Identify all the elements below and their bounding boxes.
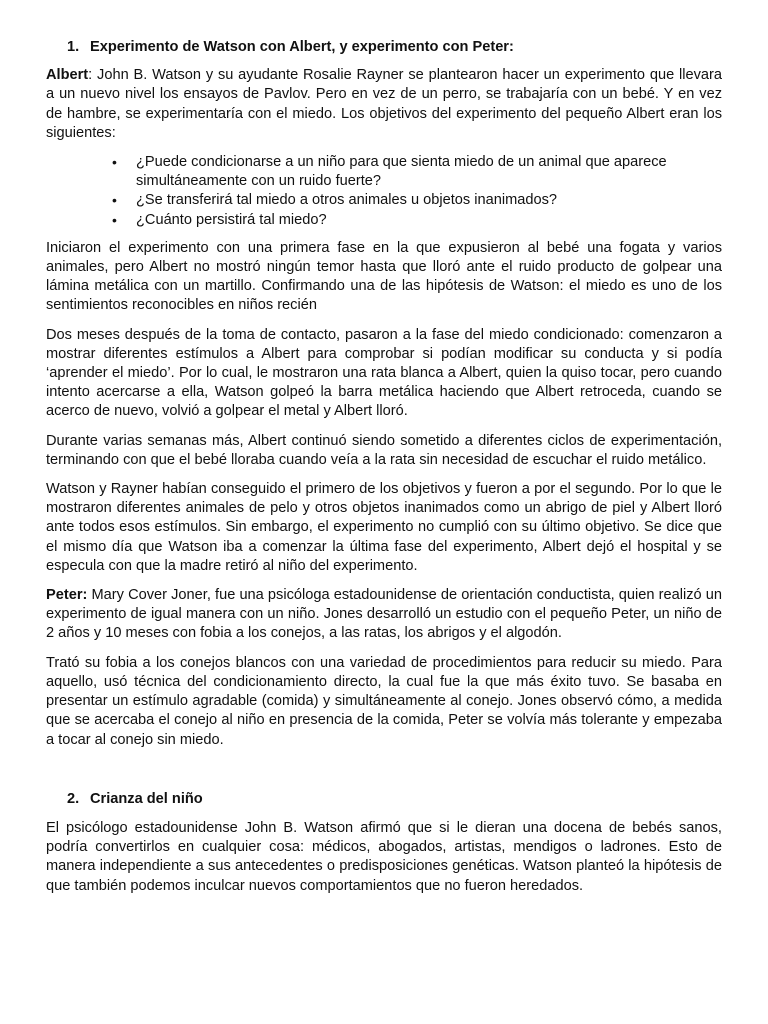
section-1-heading <box>46 38 722 57</box>
objectives-list <box>46 153 722 230</box>
section-spacer <box>46 760 722 790</box>
body-paragraph: Durante varias semanas más, Albert continuó siendo sometido a diferentes ciclos de experimentación, terminando con que el bebé lloraba cuando veía a la rata sin necesidad de escuchar el ruido metálico. <box>46 432 722 468</box>
section-2-number: 2. <box>67 790 80 807</box>
body-paragraph: Dos meses después de la toma de contacto, pasaron a la fase del miedo condicionado: comenzaron a mostrar diferentes estímulos a Albert para comprobar si podían modificar su conducta y si podía ‘aprender el miedo’. Por lo cual, le mostraron una rata blanca a Albert, quien la quiso tocar, pero cuando intento acercarse a ella, Watson golpeó la barra metálica haciendo que Albert retroceda, cuando se acerco de nuevo, volvió a golpear el metal y Albert lloró. <box>46 326 722 420</box>
section-2-heading <box>46 790 722 809</box>
albert-text: : John B. Watson y su ayudante Rosalie Rayner se plantearon hacer un experimento que llevara a un nuevo nivel los ensayos de Pavlov. Pero en vez de un perro, se trabajaría con un bebé. Y en vez de hambre, se experimentaría con el miedo. Los objetivos del experimento del pequeño Albert eran los siguientes: <box>46 67 722 141</box>
section-1-number: 1. <box>67 39 80 55</box>
objective-item: • ¿Se transferirá tal miedo a otros animales u objetos inanimados? <box>112 191 722 210</box>
section-1-title: Experimento de Watson con Albert, y experimento con Peter: <box>90 39 514 55</box>
albert-paragraph <box>46 66 722 143</box>
peter-treatment-paragraph: Trató su fobia a los conejos blancos con una variedad de procedimientos para reducir su miedo. Para aquello, usó técnica del condicionamiento directo, la cual fue la que más éxito tuvo. Se basaba en presentar un estímulo agradable (comida) y simultáneamente al conejo. Jones observó cómo, a medida que se acercaba el conejo al niño en presencia de la comida, Peter se volvía más tolerante y empezaba a tocar al conejo sin miedo. <box>46 654 722 748</box>
objective-item: • ¿Puede condicionarse a un niño para que sienta miedo de un animal que aparece simultáneamente con un ruido fuerte? <box>112 153 722 191</box>
section-2-title: Crianza del niño <box>90 790 203 807</box>
body-paragraph: Watson y Rayner habían conseguido el primero de los objetivos y fueron a por el segundo. Por lo que le mostraron diferentes animales de pelo y otros objetos inanimados como un abrigo de piel y Albert lloró ante todos esos estímulos. Sin embargo, el experimento no cumplió con su último objetivo. Se dice que el mismo día que Watson iba a comenzar la última fase del experimento, Albert dejó el hospital y se especula con que la madre retiró al niño del experimento. <box>46 481 722 574</box>
albert-label: Albert <box>46 67 89 84</box>
peter-text: Mary Cover Joner, fue una psicóloga estadounidense de orientación conductista, quien realizó un experimento de igual manera con un niño. Jones desarrolló un estudio con el pequeño Peter, un niño de 2 años y 10 meses con fobia a los conejos, a las ratas, los abrigos y el algodón. <box>46 587 722 642</box>
peter-label: Peter: <box>46 587 88 604</box>
body-paragraph: Iniciaron el experimento con una primera fase en la que expusieron al bebé una fogata y varios animales, pero Albert no mostró ningún temor hasta que lloró ante el ruido producto de golpear una lámina metálica con un martillo. Confirmando una de las hipótesis de Watson: el miedo es uno de los sentimientos reconocibles en niños recién <box>46 239 722 314</box>
peter-paragraph <box>46 586 722 644</box>
section-2-paragraph: El psicólogo estadounidense John B. Watson afirmó que si le dieran una docena de bebés sanos, podría convertirlos en cualquier cosa: médicos, abogados, artistas, mendigos o ladrones. Esto de manera independiente a sus antecedentes o predisposiciones genéticas. Watson planteó la hipótesis de que también podemos inculcar nuevos comportamientos que no fueron heredados. <box>46 819 722 894</box>
objective-item: • ¿Cuánto persistirá tal miedo? <box>112 211 722 230</box>
